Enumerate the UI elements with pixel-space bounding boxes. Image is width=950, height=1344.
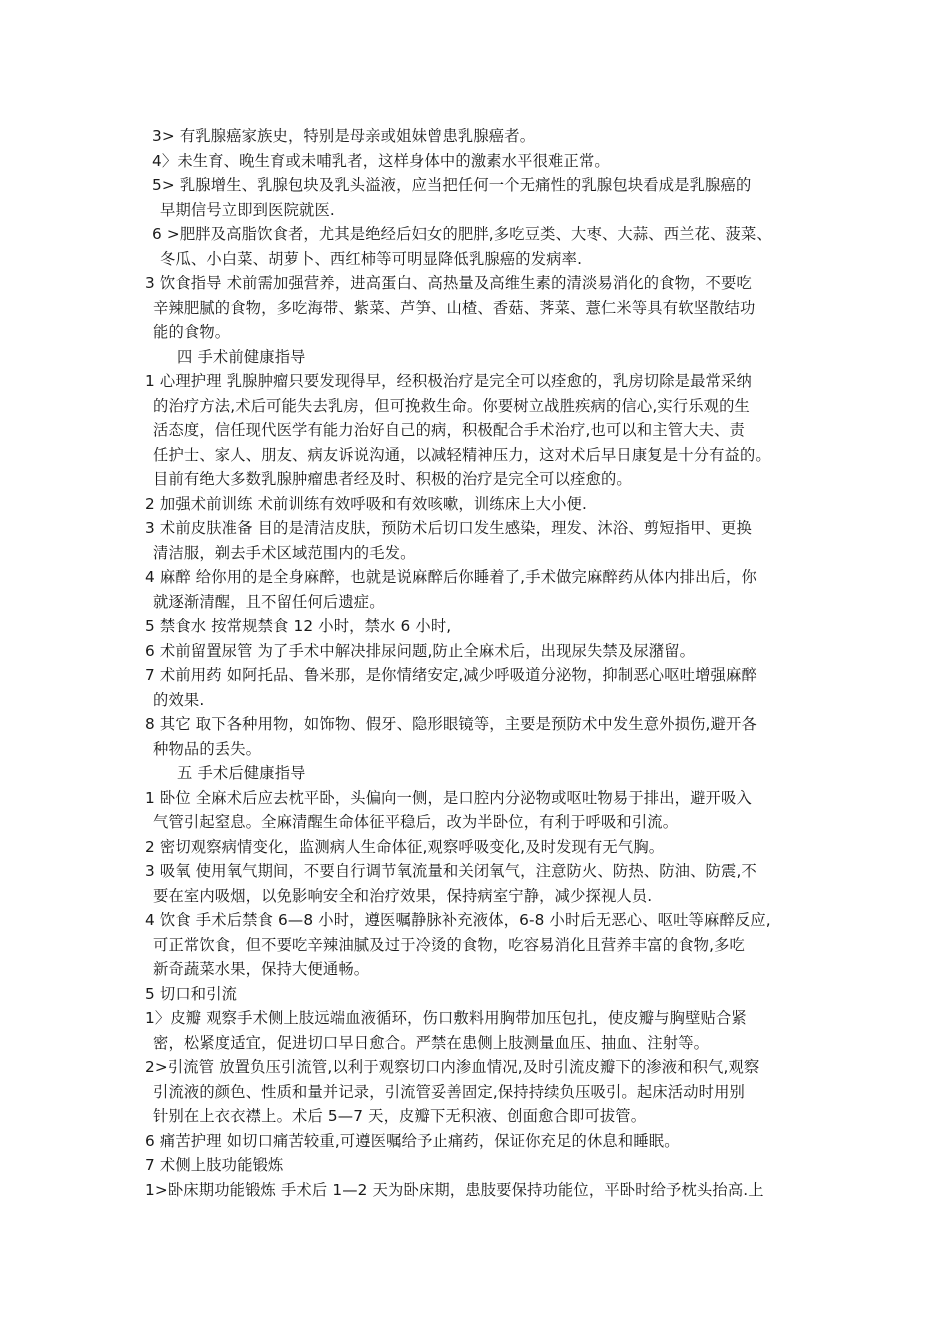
text-line: 2>引流管 放置负压引流管,以利于观察切口内渗血情况,及时引流皮瓣下的渗液和积气,观察 [145, 1058, 760, 1076]
text-line: 1>卧床期功能锻炼 手术后 1—2 天为卧床期，患肢要保持功能位，平卧时给予枕头抬高.上 [145, 1180, 764, 1199]
text-line: 冬瓜、小白菜、胡萝卜、西红柿等可明显降低乳腺癌的发病率. [160, 249, 583, 268]
text-line: 6 术前留置尿管 为了手术中解决排尿问题,防止全麻术后，出现尿失禁及尿潴留。 [145, 641, 696, 660]
text-line: 就逐渐清醒，且不留任何后遗症。 [153, 592, 385, 611]
text-line: 4〉未生育、晚生育或未哺乳者，这样身体中的激素水平很难正常。 [152, 151, 610, 170]
paragraph [145, 835, 825, 860]
text-line: 7 术前用药 如阿托品、鲁米那，是你情绪安定,减少呼吸道分泌物，抑制恶心呕吐增强麻醉 [145, 666, 757, 684]
text-line: 2 密切观察病情变化，监测病人生命体征,观察呼吸变化,及时发现有无气胸。 [145, 837, 665, 856]
text-line: 的效果. [153, 690, 205, 709]
text-line: 2 加强术前训练 术前训练有效呼吸和有效咳嗽，训练床上大小便. [145, 494, 587, 513]
text-line: 清洁服，剃去手术区域范围内的毛发。 [153, 543, 416, 562]
paragraph [145, 859, 825, 908]
text-line: 6 痛苦护理 如切口痛苦较重,可遵医嘱给予止痛药，保证你充足的休息和睡眠。 [145, 1131, 680, 1150]
paragraph [145, 1153, 825, 1178]
text-line: 1〉皮瓣 观察手术侧上肢远端血液循环，伤口敷料用胸带加压包扎，使皮瓣与胸壁贴合紧 [145, 1009, 747, 1027]
paragraph [145, 908, 825, 982]
text-line: 3 饮食指导 术前需加强营养，进高蛋白、高热量及高维生素的清淡易消化的食物，不要吃 [145, 274, 752, 292]
text-line: 气管引起窒息。全麻清醒生命体征平稳后，改为半卧位，有利于呼吸和引流。 [153, 813, 679, 831]
section-heading [145, 345, 825, 370]
text-line: 要在室内吸烟，以免影响安全和治疗效果，保持病室宁静，减少探视人员. [153, 886, 653, 905]
paragraph [145, 271, 825, 345]
text-line: 五 手术后健康指导 [177, 764, 306, 782]
paragraph [145, 149, 825, 174]
paragraph [145, 492, 825, 517]
text-line: 任护士、家人、朋友、病友诉说沟通，以减轻精神压力，这对术后早日康复是十分有益的。 [153, 445, 771, 464]
text-line: 1 心理护理 乳腺肿瘤只要发现得早，经积极治疗是完全可以痊愈的，乳房切除是最常采纳 [145, 372, 752, 390]
text-line: 活态度，信任现代医学有能力治好自己的病，积极配合手术治疗,也可以和主管大夫、责 [153, 421, 745, 439]
paragraph [145, 369, 825, 492]
paragraph [145, 516, 825, 565]
paragraph [145, 1006, 825, 1055]
text-line: 针别在上衣衣襟上。术后 5—7 天，皮瓣下无积液、创面愈合即可拔管。 [153, 1107, 647, 1125]
text-line: 5> 乳腺增生、乳腺包块及乳头溢液，应当把任何一个无痛性的乳腺包块看成是乳腺癌的 [152, 176, 752, 194]
paragraph [145, 982, 825, 1007]
text-line: 种物品的丢失。 [153, 739, 262, 758]
text-line: 辛辣肥腻的食物，多吃海带、紫菜、芦笋、山楂、香菇、荠菜、薏仁米等具有软坚散结功 [153, 298, 756, 317]
paragraph [145, 565, 825, 614]
paragraph [145, 639, 825, 664]
paragraph [145, 124, 825, 149]
text-line: 6 >肥胖及高脂饮食者，尤其是绝经后妇女的肥胖,多吃豆类、大枣、大蒜、西兰花、菠菜、 [152, 225, 772, 243]
text-line: 能的食物。 [153, 323, 231, 341]
paragraph [145, 786, 825, 835]
section-heading [145, 761, 825, 786]
text-line: 7 术侧上肢功能锻炼 [145, 1156, 284, 1174]
paragraph [145, 173, 825, 222]
paragraph [145, 614, 825, 639]
text-line: 可正常饮食，但不要吃辛辣油腻及过于冷烫的食物，吃容易消化且营养丰富的食物,多吃 [153, 935, 745, 954]
text-line: 的治疗方法,术后可能失去乳房，但可挽救生命。你要树立战胜疾病的信心,实行乐观的生 [153, 396, 751, 415]
text-line: 早期信号立即到医院就医. [160, 200, 335, 219]
document-body [145, 124, 825, 1202]
text-line: 1 卧位 全麻术后应去枕平卧，头偏向一侧，是口腔内分泌物或呕吐物易于排出，避开吸入 [145, 788, 752, 807]
paragraph [145, 663, 825, 712]
text-line: 8 其它 取下各种用物，如饰物、假牙、隐形眼镜等，主要是预防术中发生意外损伤,避开各 [145, 715, 757, 733]
text-line: 5 切口和引流 [145, 984, 238, 1003]
text-line: 3 吸氧 使用氧气期间，不要自行调节氧流量和关闭氧气，注意防火、防热、防油、防震,不 [145, 862, 757, 880]
text-line: 四 手术前健康指导 [177, 347, 306, 366]
text-line: 5 禁食水 按常规禁食 12 小时，禁水 6 小时, [145, 617, 452, 635]
paragraph [145, 1178, 825, 1203]
text-line: 目前有绝大多数乳腺肿瘤患者经及时、积极的治疗是完全可以痊愈的。 [153, 470, 632, 488]
paragraph [145, 1055, 825, 1129]
paragraph [145, 1129, 825, 1154]
text-line: 引流液的颜色、性质和量并记录，引流管妥善固定,保持持续负压吸引。起床活动时用别 [153, 1082, 745, 1101]
paragraph [145, 222, 825, 271]
text-line: 3 术前皮肤准备 目的是清洁皮肤，预防术后切口发生感染，理发、沐浴、剪短指甲、更换 [145, 519, 752, 537]
paragraph [145, 712, 825, 761]
text-line: 4 饮食 手术后禁食 6—8 小时，遵医嘱静脉补充液体，6-8 小时后无恶心、呕吐等麻醉反应, [145, 911, 771, 929]
text-line: 新奇蔬菜水果，保持大便通畅。 [153, 960, 370, 978]
text-line: 3> 有乳腺癌家族史，特别是母亲或姐妹曾患乳腺癌者。 [152, 127, 536, 145]
text-line: 4 麻醉 给你用的是全身麻醉，也就是说麻醉后你睡着了,手术做完麻醉药从体内排出后，你 [145, 568, 757, 586]
text-line: 密，松紧度适宜，促进切口早日愈合。严禁在患侧上肢测量血压、抽血、注射等。 [153, 1033, 710, 1052]
